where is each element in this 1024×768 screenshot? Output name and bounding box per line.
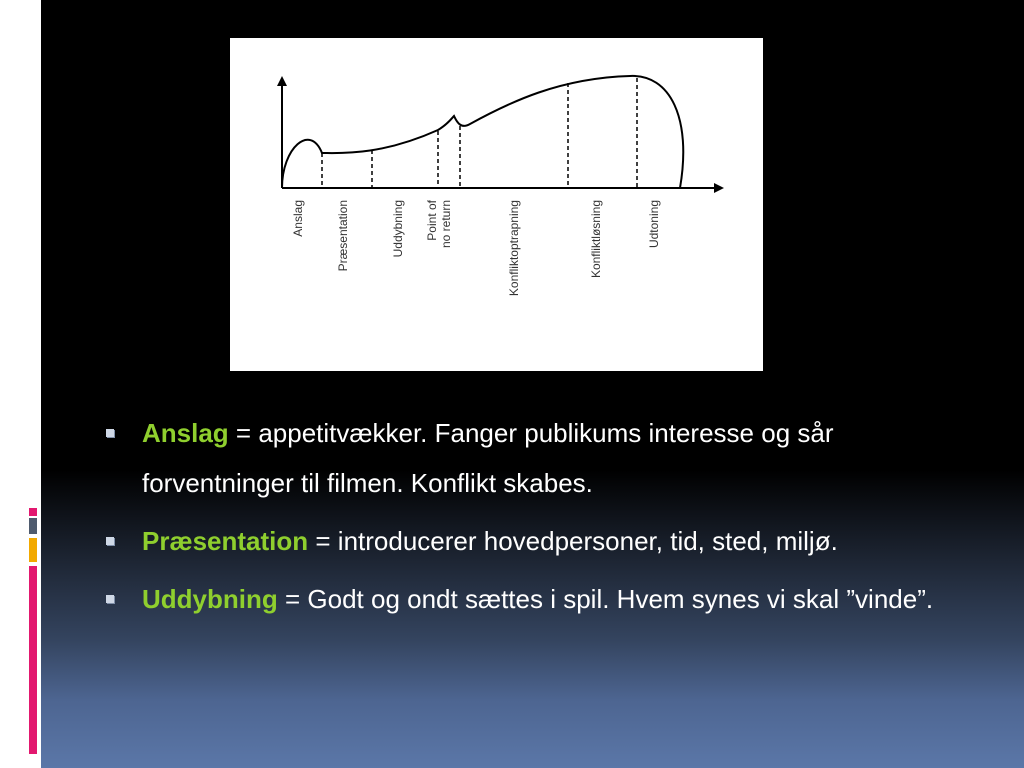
bullet-anslag xyxy=(102,408,962,508)
definition-uddybning: = Godt og ondt sættes i spil. Hvem synes vi skal ”vinde”. xyxy=(277,584,934,614)
bullet-praesentation xyxy=(102,516,962,566)
bullet-uddybning xyxy=(102,574,962,624)
decor-bar-orange xyxy=(29,538,37,562)
story-arc-diagram xyxy=(230,38,763,371)
decor-bar-pink-long xyxy=(29,566,37,754)
term-praesentation: Præsentation xyxy=(142,526,309,556)
stage-label: no return xyxy=(439,200,453,249)
stage-label: Præsentation xyxy=(336,200,350,272)
decor-bar-gray xyxy=(29,518,37,534)
term-uddybning: Uddybning xyxy=(142,584,278,614)
stage-label: Konfliktoptrapning xyxy=(507,200,521,297)
story-arc-svg xyxy=(230,38,763,371)
stage-dividers xyxy=(322,78,637,188)
stage-label: Uddybning xyxy=(391,200,405,258)
x-axis-arrow xyxy=(714,183,724,193)
stage-label: Anslag xyxy=(291,200,305,237)
bullet-square-icon xyxy=(106,429,114,437)
term-anslag: Anslag xyxy=(142,418,229,448)
definition-anslag: = appetitvækker. Fanger publikums interesse og sår forventninger til filmen. Konflikt skabes. xyxy=(142,418,834,498)
definition-praesentation: = introducerer hovedpersoner, tid, sted, miljø. xyxy=(308,526,838,556)
story-arc-curve xyxy=(282,76,683,188)
stage-label: Udtoning xyxy=(647,200,661,249)
stage-labels xyxy=(291,199,661,296)
bullet-square-icon xyxy=(106,595,114,603)
bullet-list xyxy=(102,408,962,632)
stage-label: Konfliktløsning xyxy=(589,200,603,279)
stage-label: Point of xyxy=(425,200,439,241)
y-axis-arrow xyxy=(277,76,287,86)
bullet-square-icon xyxy=(106,537,114,545)
decor-bar-pink-top xyxy=(29,508,37,516)
